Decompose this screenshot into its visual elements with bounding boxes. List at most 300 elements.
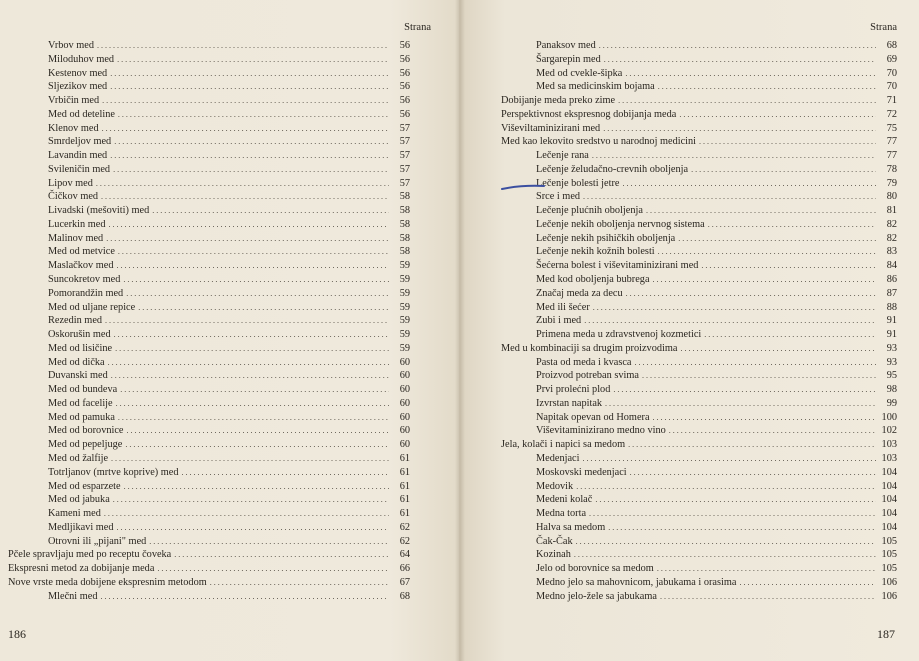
toc-entry <box>501 438 897 452</box>
toc-entry <box>8 342 410 356</box>
toc-leader-dots <box>104 507 389 521</box>
toc-entry-page: 77 <box>886 136 897 148</box>
toc-leader-dots <box>126 287 389 301</box>
toc-entry-title: Med od facelije <box>48 397 113 409</box>
toc-entry-page: 57 <box>399 177 410 189</box>
toc-entry-title: Medenjaci <box>536 452 580 464</box>
toc-entry-page: 61 <box>399 466 410 478</box>
toc-entry-title: Lipov med <box>48 177 93 189</box>
toc-entry-page: 66 <box>399 563 410 575</box>
toc-entry-title: Med od uljane repice <box>48 301 136 313</box>
toc-leader-dots <box>679 108 876 122</box>
toc-entry-title: Rezedin med <box>48 315 103 327</box>
left-page <box>0 0 459 661</box>
toc-leader-dots <box>149 535 389 549</box>
toc-entry-page: 68 <box>399 590 410 602</box>
toc-leader-dots <box>613 383 876 397</box>
toc-entry <box>8 535 410 549</box>
toc-entry-title: Med od jabuka <box>48 494 110 506</box>
toc-leader-dots <box>642 369 876 383</box>
toc-leader-dots <box>118 245 389 259</box>
toc-entry-title: Livadski (mešoviti) med <box>48 205 150 217</box>
toc-entry <box>8 301 410 315</box>
toc-entry <box>501 356 897 370</box>
toc-leader-dots <box>152 204 389 218</box>
toc-entry-title: Šećerna bolest i viševitaminizirani med <box>536 260 699 272</box>
toc-entry-title: Panaksov med <box>536 40 596 51</box>
toc-entry-page: 61 <box>399 494 410 506</box>
toc-leader-dots <box>574 548 876 562</box>
toc-entry-title: Lečenje nekih kožnih bolesti <box>536 246 655 258</box>
toc-leader-dots <box>653 411 876 425</box>
toc-leader-dots <box>106 232 389 246</box>
toc-entry-title: Dobijanje meda preko zime <box>501 95 616 107</box>
toc-entry-title: Perspektivnost ekspresnog dobijanja meda <box>501 108 677 120</box>
toc-entry <box>8 590 410 604</box>
toc-entry-page: 56 <box>399 108 410 120</box>
toc-entry <box>8 135 410 149</box>
toc-leader-dots <box>174 548 389 562</box>
toc-entry <box>8 562 410 576</box>
toc-leader-dots <box>604 53 876 67</box>
toc-entry-page: 91 <box>886 329 897 341</box>
toc-entry-title: Med od žalfije <box>48 452 109 464</box>
toc-entry <box>501 163 897 177</box>
toc-leader-dots <box>138 301 389 315</box>
toc-entry-page: 57 <box>399 150 410 162</box>
toc-entry-title: Prvi prolećni plod <box>536 384 611 396</box>
toc-entry-title: Maslačkov med <box>48 260 114 272</box>
toc-entry-title: Zubi i med <box>536 315 582 327</box>
toc-leader-dots <box>618 94 876 108</box>
toc-entry-page: 61 <box>399 480 410 492</box>
toc-entry-title: Med ili šećer <box>536 301 590 313</box>
toc-leader-dots <box>595 493 876 507</box>
toc-entry-title: Primena meda u zdravstvenoj kozmetici <box>536 329 702 341</box>
toc-entry <box>8 507 410 521</box>
toc-entry <box>501 480 897 494</box>
toc-entry <box>8 67 410 81</box>
toc-entry-page: 62 <box>399 521 410 533</box>
toc-entry-page: 58 <box>399 191 410 203</box>
toc-entry-title: Proizvod potreban svima <box>536 370 639 382</box>
toc-entry-page: 104 <box>881 466 897 478</box>
toc-leader-dots <box>657 562 876 576</box>
toc-leader-dots <box>114 328 389 342</box>
toc-entry-page: 58 <box>399 205 410 217</box>
toc-entry-title: Med od metvice <box>48 246 115 258</box>
toc-entry <box>8 204 410 218</box>
toc-entry <box>8 80 410 94</box>
toc-entry-page: 82 <box>886 218 897 230</box>
toc-entry-page: 60 <box>399 411 410 423</box>
toc-entry-title: Jelo od borovnice sa medom <box>536 563 654 575</box>
toc-entry <box>8 287 410 301</box>
toc-entry-page: 60 <box>399 370 410 382</box>
toc-leader-dots <box>102 94 389 108</box>
toc-entry <box>501 548 897 562</box>
toc-entry-page: 84 <box>886 260 897 272</box>
toc-leader-dots <box>608 521 876 535</box>
toc-entry-title: Napitak opevan od Homera <box>536 411 650 423</box>
toc-entry-page: 93 <box>886 356 897 368</box>
toc-entry-page: 100 <box>881 411 897 423</box>
toc-entry-title: Vrbičin med <box>48 95 100 107</box>
toc-entry-page: 58 <box>399 218 410 230</box>
toc-entry <box>501 576 897 590</box>
toc-entry-title: Svileničin med <box>48 163 111 175</box>
toc-entry <box>8 218 410 232</box>
toc-entry <box>501 590 897 604</box>
toc-leader-dots <box>123 273 389 287</box>
toc-entry-page: 61 <box>399 508 410 520</box>
toc-leader-dots <box>118 108 389 122</box>
toc-entry <box>8 273 410 287</box>
toc-leader-dots <box>113 163 389 177</box>
toc-leader-dots <box>605 397 876 411</box>
toc-entry-title: Pasta od meda i kvasca <box>536 356 632 368</box>
toc-entry <box>8 177 410 191</box>
toc-entry-title: Med od pamuka <box>48 411 115 423</box>
toc-entry-title: Oskorušin med <box>48 329 111 341</box>
toc-entry-title: Čičkov med <box>48 191 99 203</box>
toc-entry-page: 88 <box>886 301 897 313</box>
toc-entry-page: 60 <box>399 425 410 437</box>
toc-entry-title: Lečenje bolesti jetre <box>536 177 620 189</box>
toc-entry-page: 61 <box>399 452 410 464</box>
toc-entry-page: 59 <box>399 287 410 299</box>
toc-entry-page: 93 <box>886 342 897 354</box>
right-toc-list <box>501 39 897 603</box>
toc-entry-title: Vrbov med <box>48 40 94 51</box>
right-page <box>459 0 919 661</box>
toc-entry <box>501 562 897 576</box>
toc-entry <box>8 548 410 562</box>
toc-leader-dots <box>111 369 389 383</box>
toc-leader-dots <box>120 383 389 397</box>
toc-leader-dots <box>127 424 390 438</box>
toc-entry-page: 60 <box>399 384 410 396</box>
toc-entry <box>501 314 897 328</box>
toc-leader-dots <box>599 39 876 53</box>
toc-entry-title: Smrdeljov med <box>48 136 112 148</box>
toc-entry <box>501 149 897 163</box>
right-page-header: Strana <box>870 22 897 33</box>
toc-entry <box>8 493 410 507</box>
toc-entry-page: 60 <box>399 356 410 368</box>
toc-entry-title: Med od esparzete <box>48 480 121 492</box>
toc-leader-dots <box>625 67 876 81</box>
toc-leader-dots <box>658 245 876 259</box>
pen-underline-mark <box>501 183 545 191</box>
toc-entry-title: Kestenov med <box>48 67 108 79</box>
toc-entry <box>501 122 897 136</box>
toc-leader-dots <box>593 301 876 315</box>
toc-entry-page: 80 <box>886 191 897 203</box>
toc-entry-page: 99 <box>886 397 897 409</box>
toc-leader-dots <box>660 590 876 604</box>
toc-entry-title: Medljikavi med <box>48 521 114 533</box>
toc-entry-page: 104 <box>881 508 897 520</box>
toc-entry <box>8 369 410 383</box>
toc-entry <box>501 383 897 397</box>
toc-entry-page: 104 <box>881 521 897 533</box>
toc-entry-title: Čak-Čak <box>536 535 573 547</box>
toc-entry-title: Sljezikov med <box>48 81 108 93</box>
toc-leader-dots <box>96 177 389 191</box>
toc-leader-dots <box>117 53 389 67</box>
toc-entry-title: Med sa medicinskim bojama <box>536 81 655 93</box>
toc-entry-page: 59 <box>399 260 410 272</box>
toc-entry <box>501 342 897 356</box>
toc-entry-page: 103 <box>881 439 897 451</box>
toc-entry-title: Med od lisičine <box>48 342 113 354</box>
toc-leader-dots <box>582 452 876 466</box>
toc-entry <box>501 232 897 246</box>
toc-entry <box>501 287 897 301</box>
toc-entry <box>8 122 410 136</box>
toc-entry-title: Pomorandžin med <box>48 287 124 299</box>
toc-leader-dots <box>589 507 876 521</box>
toc-entry-page: 75 <box>886 122 897 134</box>
toc-entry-title: Šargarepin med <box>536 53 601 65</box>
toc-leader-dots <box>157 562 389 576</box>
toc-entry-title: Izvrstan napitak <box>536 397 603 409</box>
toc-entry-title: Medeni kolač <box>536 494 593 506</box>
toc-entry <box>501 218 897 232</box>
toc-entry <box>501 452 897 466</box>
toc-leader-dots <box>100 590 389 604</box>
toc-entry <box>501 94 897 108</box>
toc-entry-title: Ekspresni metod za dobijanje meda <box>8 563 155 575</box>
toc-entry-page: 56 <box>399 95 410 107</box>
toc-entry-title: Kameni med <box>48 508 101 520</box>
toc-leader-dots <box>108 218 389 232</box>
toc-leader-dots <box>110 80 389 94</box>
toc-entry <box>8 521 410 535</box>
left-toc-list <box>8 39 410 603</box>
toc-entry-title: Jela, kolači i napici sa medom <box>501 439 626 451</box>
toc-entry <box>8 190 410 204</box>
toc-leader-dots <box>708 218 876 232</box>
toc-entry-page: 86 <box>886 274 897 286</box>
toc-leader-dots <box>699 135 876 149</box>
toc-entry-title: Med od dička <box>48 356 105 368</box>
toc-leader-dots <box>646 204 876 218</box>
toc-entry-page: 57 <box>399 122 410 134</box>
toc-entry <box>501 135 897 149</box>
toc-leader-dots <box>678 232 876 246</box>
toc-entry-title: Lečenje nekih oboljenja nervnog sistema <box>536 218 705 230</box>
toc-entry-title: Suncokretov med <box>48 274 121 286</box>
toc-entry-page: 58 <box>399 232 410 244</box>
toc-entry-title: Halva sa medom <box>536 521 606 533</box>
toc-leader-dots <box>658 80 876 94</box>
toc-entry-title: Lečenje nekih psihičkih oboljenja <box>536 232 676 244</box>
toc-entry-page: 59 <box>399 329 410 341</box>
toc-entry <box>501 190 897 204</box>
toc-entry <box>8 328 410 342</box>
toc-leader-dots <box>635 356 876 370</box>
toc-entry-title: Viševiltaminizirani med <box>501 122 601 134</box>
toc-leader-dots <box>118 411 389 425</box>
toc-entry <box>501 493 897 507</box>
toc-leader-dots <box>704 328 876 342</box>
toc-entry-title: Lucerkin med <box>48 218 106 230</box>
toc-entry-page: 67 <box>399 576 410 588</box>
toc-entry-page: 104 <box>881 494 897 506</box>
toc-entry <box>8 356 410 370</box>
toc-entry-page: 59 <box>399 301 410 313</box>
toc-entry <box>501 397 897 411</box>
toc-entry <box>501 369 897 383</box>
toc-entry-page: 64 <box>399 549 410 561</box>
toc-entry-page: 103 <box>881 452 897 464</box>
toc-entry-title: Med od pepeljuge <box>48 439 123 451</box>
toc-entry-page: 69 <box>886 53 897 65</box>
toc-entry <box>501 424 897 438</box>
toc-entry-title: Mlečni med <box>48 590 98 602</box>
toc-leader-dots <box>108 356 389 370</box>
toc-entry <box>8 232 410 246</box>
toc-entry-title: Otrovni ili „pijani" med <box>48 535 147 547</box>
toc-entry-page: 82 <box>886 232 897 244</box>
toc-entry <box>501 301 897 315</box>
toc-entry <box>8 411 410 425</box>
toc-entry <box>8 383 410 397</box>
toc-entry-page: 71 <box>886 95 897 107</box>
toc-entry-page: 87 <box>886 287 897 299</box>
toc-leader-dots <box>117 521 390 535</box>
toc-leader-dots <box>101 190 389 204</box>
left-page-number: 186 <box>8 627 26 641</box>
toc-entry-title: Lečenje rana <box>536 150 589 162</box>
toc-entry <box>8 576 410 590</box>
toc-entry <box>501 521 897 535</box>
toc-entry <box>8 452 410 466</box>
toc-entry-page: 56 <box>399 40 410 51</box>
toc-leader-dots <box>125 438 389 452</box>
toc-entry-page: 98 <box>886 384 897 396</box>
toc-entry-title: Pčele spravljaju med po receptu čoveka <box>8 549 172 561</box>
toc-entry-page: 56 <box>399 67 410 79</box>
toc-leader-dots <box>653 273 876 287</box>
toc-entry <box>501 411 897 425</box>
toc-entry-title: Klenov med <box>48 122 99 134</box>
toc-entry-page: 102 <box>881 425 897 437</box>
toc-entry-page: 59 <box>399 274 410 286</box>
toc-leader-dots <box>113 493 389 507</box>
toc-entry <box>501 507 897 521</box>
toc-entry-page: 70 <box>886 67 897 79</box>
toc-entry-title: Med u kombinaciji sa drugim proizvodima <box>501 342 678 354</box>
toc-entry <box>501 328 897 342</box>
toc-entry-title: Med od borovnice <box>48 425 124 437</box>
toc-entry-title: Miloduhov med <box>48 53 115 65</box>
toc-entry-page: 106 <box>881 590 897 602</box>
toc-entry-page: 56 <box>399 81 410 93</box>
toc-entry-page: 81 <box>886 205 897 217</box>
toc-entry <box>8 163 410 177</box>
toc-leader-dots <box>583 190 876 204</box>
toc-entry-title: Lavandin med <box>48 150 108 162</box>
book-gutter <box>455 0 465 661</box>
toc-leader-dots <box>97 39 389 53</box>
toc-leader-dots <box>626 287 876 301</box>
left-page-header: Strana <box>404 22 431 33</box>
toc-entry-page: 105 <box>881 563 897 575</box>
toc-leader-dots <box>630 466 876 480</box>
toc-entry-page: 70 <box>886 81 897 93</box>
toc-entry-title: Medna torta <box>536 508 587 520</box>
right-page-number: 187 <box>877 627 895 641</box>
toc-entry-title: Malinov med <box>48 232 104 244</box>
toc-entry <box>8 39 410 53</box>
toc-entry <box>501 177 897 191</box>
toc-entry <box>8 438 410 452</box>
toc-leader-dots <box>592 149 876 163</box>
toc-entry-page: 57 <box>399 136 410 148</box>
toc-leader-dots <box>110 149 389 163</box>
toc-leader-dots <box>114 135 389 149</box>
toc-leader-dots <box>701 259 876 273</box>
toc-entry <box>501 466 897 480</box>
toc-leader-dots <box>105 314 389 328</box>
toc-entry-page: 56 <box>399 53 410 65</box>
toc-leader-dots <box>115 342 389 356</box>
toc-entry-title: Med od bundeva <box>48 384 118 396</box>
toc-entry-page: 83 <box>886 246 897 258</box>
toc-entry <box>501 39 897 53</box>
toc-entry-page: 57 <box>399 163 410 175</box>
toc-entry-title: Totrljanov (mrtve koprive) med <box>48 466 179 478</box>
toc-leader-dots <box>669 424 876 438</box>
toc-entry <box>8 397 410 411</box>
toc-entry <box>8 108 410 122</box>
toc-entry-title: Med od deteline <box>48 108 115 120</box>
toc-entry-title: Nove vrste meda dobijene ekspresnim metodom <box>8 576 207 588</box>
toc-entry-title: Duvanski med <box>48 370 108 382</box>
toc-entry <box>501 67 897 81</box>
toc-entry-page: 68 <box>886 40 897 51</box>
toc-entry <box>8 94 410 108</box>
toc-entry-title: Med od cvekle-šipka <box>536 67 623 79</box>
toc-entry <box>8 149 410 163</box>
toc-entry <box>501 259 897 273</box>
toc-entry <box>501 108 897 122</box>
toc-entry <box>501 273 897 287</box>
toc-entry-title: Lečenje plućnih oboljenja <box>536 205 643 217</box>
toc-entry-title: Moskovski medenjaci <box>536 466 627 478</box>
toc-leader-dots <box>210 576 389 590</box>
toc-leader-dots <box>603 122 876 136</box>
toc-entry-page: 106 <box>881 576 897 588</box>
toc-leader-dots <box>124 480 389 494</box>
toc-entry-page: 105 <box>881 535 897 547</box>
toc-entry-page: 60 <box>399 439 410 451</box>
toc-entry-title: Viševitaminizirano medno vino <box>536 425 666 437</box>
toc-entry <box>8 259 410 273</box>
toc-entry-title: Srce i med <box>536 191 581 203</box>
toc-leader-dots <box>622 177 876 191</box>
toc-entry-page: 91 <box>886 315 897 327</box>
toc-leader-dots <box>691 163 876 177</box>
toc-entry-title: Med kao lekovito sredstvo u narodnoj medicini <box>501 136 697 148</box>
toc-leader-dots <box>182 466 389 480</box>
toc-entry <box>501 535 897 549</box>
toc-entry <box>501 204 897 218</box>
toc-leader-dots <box>116 259 389 273</box>
